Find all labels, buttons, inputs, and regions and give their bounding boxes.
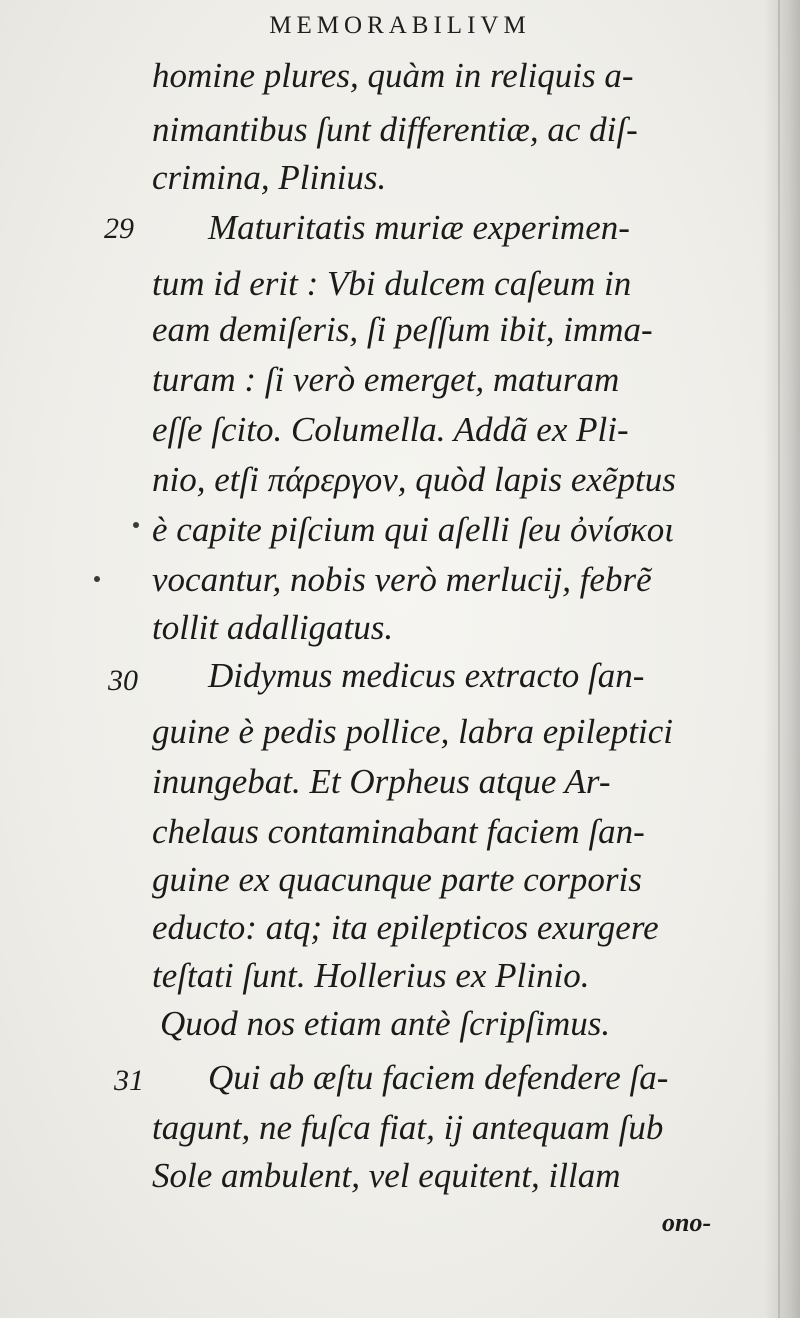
text-line: Maturitatis muriæ experimen- — [208, 208, 630, 247]
page-fold-shadow — [764, 0, 800, 1318]
ink-dot — [94, 576, 100, 582]
text-line: guine è pedis pollice, labra epileptici — [152, 712, 673, 751]
section-number: 31 — [114, 1064, 144, 1097]
text-line: Didymus medicus extracto ſan- — [208, 656, 645, 695]
text-line: chelaus contaminabant faciem ſan- — [152, 812, 645, 851]
text-line: eſſe ſcito. Columella. Addã ex Pli- — [152, 410, 629, 449]
catchword: ono- — [662, 1208, 712, 1237]
text-line: inungebat. Et Orpheus atque Ar- — [152, 762, 611, 801]
text-line: vocantur, nobis verò merlucij, febrẽ — [152, 560, 652, 599]
text-line: educto: atq; ita epilepticos exurgere — [152, 908, 659, 947]
text-line: è capite piſcium qui aſelli ſeu ὀνίσκοι — [152, 510, 674, 549]
text-line: Sole ambulent, vel equitent, illam — [152, 1156, 621, 1195]
text-line: Quod nos etiam antè ſcripſimus. — [160, 1004, 611, 1043]
text-line: tagunt, ne fuſca fiat, ij antequam ſub — [152, 1108, 664, 1147]
text-line: nio, etſi πάρεργον, quòd lapis exẽptus — [152, 460, 676, 499]
page-edge — [778, 0, 780, 1318]
running-head: MEMORABILIVM — [269, 12, 531, 39]
text-line: tollit adalligatus. — [152, 608, 394, 647]
text-line: turam : ſi verò emerget, maturam — [152, 360, 620, 399]
text-line: homine plures, quàm in reliquis a- — [152, 56, 634, 95]
section-number: 29 — [104, 212, 134, 245]
text-line: eam demiſeris, ſi peſſum ibit, imma- — [152, 310, 653, 349]
text-line: Qui ab æſtu faciem defendere ſa- — [208, 1058, 669, 1097]
text-line: crimina, Plinius. — [152, 158, 387, 197]
text-line: teſtati ſunt. Hollerius ex Plinio. — [152, 956, 590, 995]
section-number: 30 — [108, 664, 138, 697]
text-line: tum id erit : Vbi dulcem caſeum in — [152, 264, 632, 303]
text-line: guine ex quacunque parte corporis — [152, 860, 642, 899]
text-line: nimantibus ſunt differentiæ, ac diſ- — [152, 110, 638, 149]
ink-dot — [133, 522, 139, 528]
